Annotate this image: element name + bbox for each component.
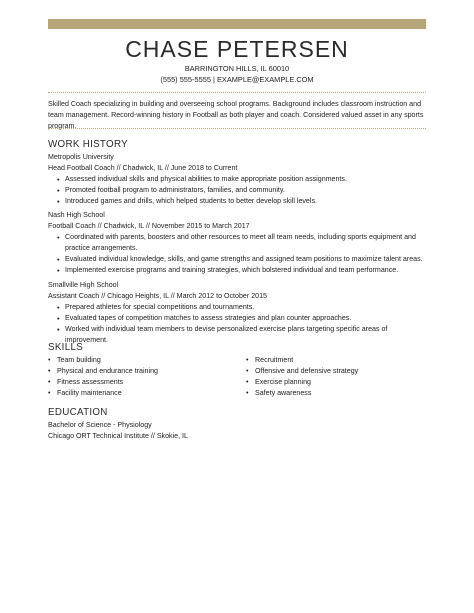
skill-item: • Physical and endurance training bbox=[48, 366, 158, 377]
employer-name: Nash High School bbox=[48, 211, 105, 219]
job-bullet: • Introduced games and drills, which helped students to better develop skill levels. bbox=[48, 196, 428, 207]
role-line: Assistant Coach // Chicago Heights, IL // March 2012 to October 2015 bbox=[48, 292, 267, 300]
role-line: Head Football Coach // Chadwick, IL // June 2018 to Current bbox=[48, 164, 238, 172]
job-bullet: • Promoted football program to administrators, families, and community. bbox=[48, 185, 428, 196]
school-line: Chicago ORT Technical Institute // Skokie, IL bbox=[48, 432, 188, 440]
contact-line: (555) 555-5555 | EXAMPLE@EXAMPLE.COM bbox=[160, 75, 314, 84]
degree: Bachelor of Science - Physiology bbox=[48, 421, 152, 429]
skill-item: • Safety awareness bbox=[246, 388, 358, 399]
job-bullets bbox=[48, 302, 428, 346]
job-bullet: • Assessed individual skills and physical abilities to make appropriate position assignments. bbox=[48, 174, 428, 185]
job-bullet: • Evaluated tapes of competition matches to assess strategies and plan counter approaches. bbox=[48, 313, 428, 324]
skill-item: • Exercise planning bbox=[246, 377, 358, 388]
role-line: Football Coach // Chadwick, IL // November 2015 to March 2017 bbox=[48, 222, 250, 230]
candidate-name: CHASE PETERSEN bbox=[125, 36, 349, 62]
education-heading: EDUCATION bbox=[48, 407, 108, 418]
header-accent-bar bbox=[48, 19, 426, 29]
job-bullets bbox=[48, 174, 428, 207]
professional-summary: Skilled Coach specializing in building and overseeing school programs. Background includes classroom instruction and team management. Record-winning history in Football as both player and coach. Considered valued asset in any sports program. bbox=[48, 100, 424, 130]
job-entry bbox=[48, 280, 428, 346]
skill-item: • Offensive and defensive strategy bbox=[246, 366, 358, 377]
job-bullets bbox=[48, 232, 428, 276]
job-entry bbox=[48, 152, 428, 207]
skills-column-left bbox=[48, 355, 158, 399]
employer-name: Smallville High School bbox=[48, 281, 119, 289]
skill-item: • Facility maintenance bbox=[48, 388, 158, 399]
job-bullet: • Evaluated individual knowledge, skills, and game strengths and assigned team positions to maximize talent areas. bbox=[48, 254, 428, 265]
summary-bottom-divider bbox=[48, 128, 426, 129]
work-history-heading: WORK HISTORY bbox=[48, 139, 128, 150]
job-bullet: • Implemented exercise programs and training strategies, which bolstered individual and team performance. bbox=[48, 265, 428, 276]
employer-name: Metropolis University bbox=[48, 153, 114, 161]
skills-column-right bbox=[246, 355, 358, 399]
address-line: BARRINGTON HILLS, IL 60010 bbox=[184, 64, 290, 73]
job-bullet: • Coordinated with parents, boosters and other resources to meet all team needs, including sports equipment and practice arrangements. bbox=[48, 232, 428, 254]
skill-item: • Recruitment bbox=[246, 355, 358, 366]
skills-heading: SKILLS bbox=[48, 342, 84, 353]
skill-item: • Fitness assessments bbox=[48, 377, 158, 388]
job-entry bbox=[48, 210, 428, 276]
education-entry bbox=[48, 420, 188, 442]
summary-top-divider bbox=[48, 92, 426, 93]
job-bullet: • Prepared athletes for special competitions and tournaments. bbox=[48, 302, 428, 313]
skill-item: • Team building bbox=[48, 355, 158, 366]
job-bullet: • Worked with individual team members to devise personalized exercise plans targeting specific areas of improvement. bbox=[48, 324, 428, 346]
